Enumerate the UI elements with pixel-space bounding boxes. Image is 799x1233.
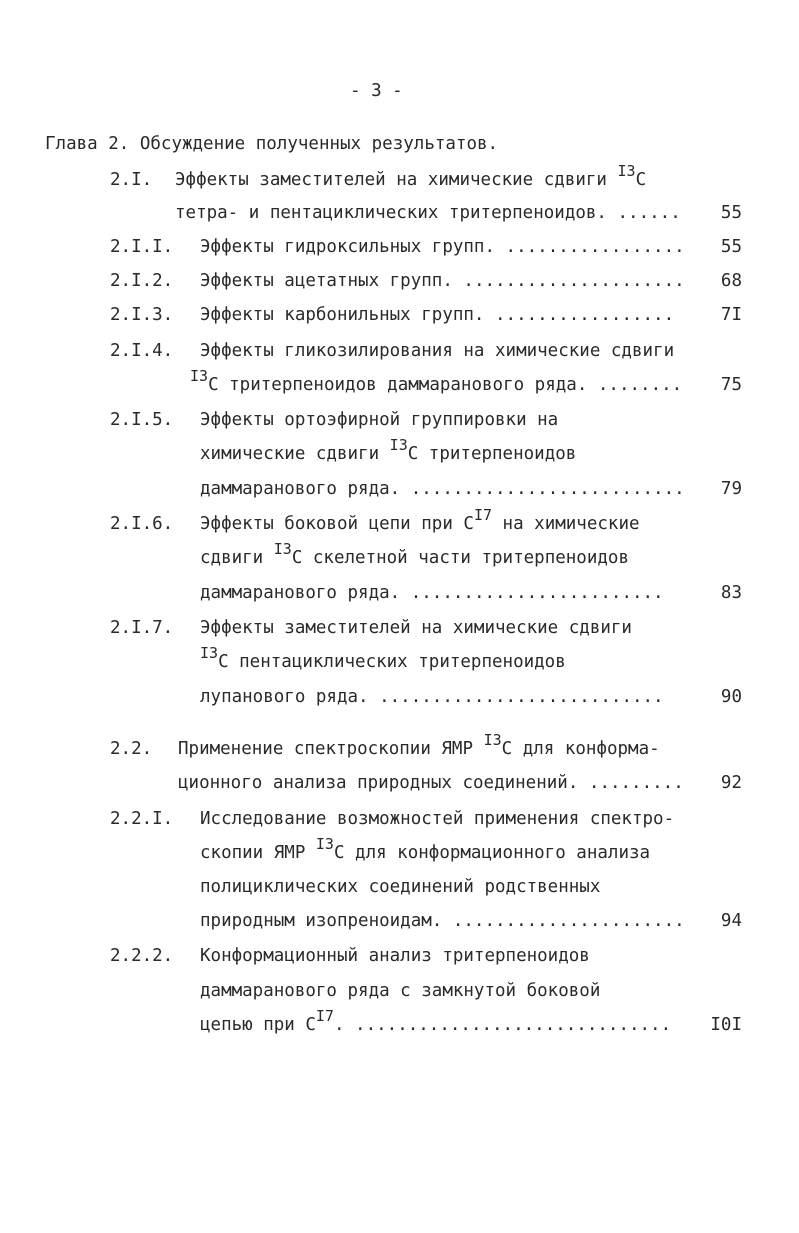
toc-title-line: Эффекты ацетатных групп. .....................	[200, 271, 685, 291]
toc-number: 2.I.7.	[110, 618, 174, 638]
toc-title-line: Эффекты карбонильных групп. .................	[200, 305, 675, 325]
toc-title-line: Применение спектроскопии ЯМР I3C для конформа-	[178, 731, 660, 759]
toc-number: 2.I.4.	[110, 341, 174, 361]
toc-title-line: Исследование возможностей применения спектро-	[200, 809, 675, 829]
toc-number: 2.2.	[110, 739, 153, 759]
toc-page: 7I	[720, 305, 742, 325]
superscript: I3	[315, 835, 334, 853]
toc-title-line: химические сдвиги I3C тритерпеноидов	[200, 436, 577, 464]
toc-number: 2.I.2.	[110, 271, 174, 291]
toc-page: 94	[720, 911, 742, 931]
toc-title-line: Эффекты боковой цепи при CI7 на химические	[200, 506, 640, 534]
toc-title-line: Конформационный анализ тритерпеноидов	[200, 946, 590, 966]
superscript: I3	[483, 731, 502, 749]
toc-title-line: лупанового ряда. ...........................	[200, 687, 664, 707]
toc-number: 2.I.	[110, 170, 153, 190]
chapter-label: Глава 2.	[45, 134, 130, 154]
toc-page: 83	[720, 583, 742, 603]
toc-title-line: скопии ЯМР I3C для конформационного анализа	[200, 835, 651, 863]
toc-number: 2.I.3.	[110, 305, 174, 325]
superscript: I7	[473, 506, 492, 524]
toc-title-line: даммаранового ряда с замкнутой боковой	[200, 981, 601, 1001]
chapter-heading	[45, 133, 498, 155]
toc-title-line: ционного анализа природных соединений. .........	[178, 773, 684, 793]
superscript: I7	[315, 1007, 334, 1025]
page-number: - 3 -	[350, 81, 403, 101]
toc-number: 2.I.I.	[110, 237, 174, 257]
toc-number: 2.2.I.	[110, 809, 174, 829]
toc-title-line: природным изопреноидам. ......................	[200, 911, 685, 931]
toc-title-line: Эффекты заместителей на химические сдвиги	[200, 618, 632, 638]
toc-title-line: Эффекты гликозилирования на химические сдвиги	[200, 341, 675, 361]
superscript: I3	[190, 367, 209, 385]
toc-title-line: даммаранового ряда. ..........................	[200, 479, 685, 499]
toc-title-line: даммаранового ряда. ........................	[200, 583, 664, 603]
toc-title-line: Эффекты заместителей на химические сдвиги I3C	[175, 162, 647, 190]
superscript: I3	[617, 162, 636, 180]
toc-page: 55	[720, 203, 742, 223]
toc-number: 2.I.6.	[110, 514, 174, 534]
toc-number: 2.2.2.	[110, 946, 174, 966]
toc-title-line: тетра- и пентациклических тритерпеноидов. ......	[175, 203, 681, 223]
superscript: I3	[200, 644, 219, 662]
chapter-title: Обсуждение полученных результатов.	[139, 134, 499, 154]
toc-page: 90	[720, 687, 742, 707]
toc-page: 68	[720, 271, 742, 291]
toc-title-line: сдвиги I3C скелетной части тритерпеноидов	[200, 540, 629, 568]
toc-page: I0I	[710, 1015, 742, 1035]
toc-number: 2.I.5.	[110, 410, 174, 430]
toc-title-line: цепью при CI7. ..............................	[200, 1007, 672, 1035]
toc-title-line: Эффекты ортоэфирной группировки на	[200, 410, 559, 430]
toc-page: 79	[720, 479, 742, 499]
toc-title-line: Эффекты гидроксильных групп. .................	[200, 237, 685, 257]
superscript: I3	[389, 436, 408, 454]
toc-page: 75	[720, 375, 742, 395]
toc-title-line: I3C пентациклических тритерпеноидов	[200, 644, 566, 672]
toc-page: 55	[720, 237, 742, 257]
toc-page: 92	[720, 773, 742, 793]
superscript: I3	[273, 540, 292, 558]
toc-title-line: полициклических соединений родственных	[200, 877, 601, 897]
toc-title-line: I3C тритерпеноидов даммаранового ряда. ........	[190, 367, 683, 395]
